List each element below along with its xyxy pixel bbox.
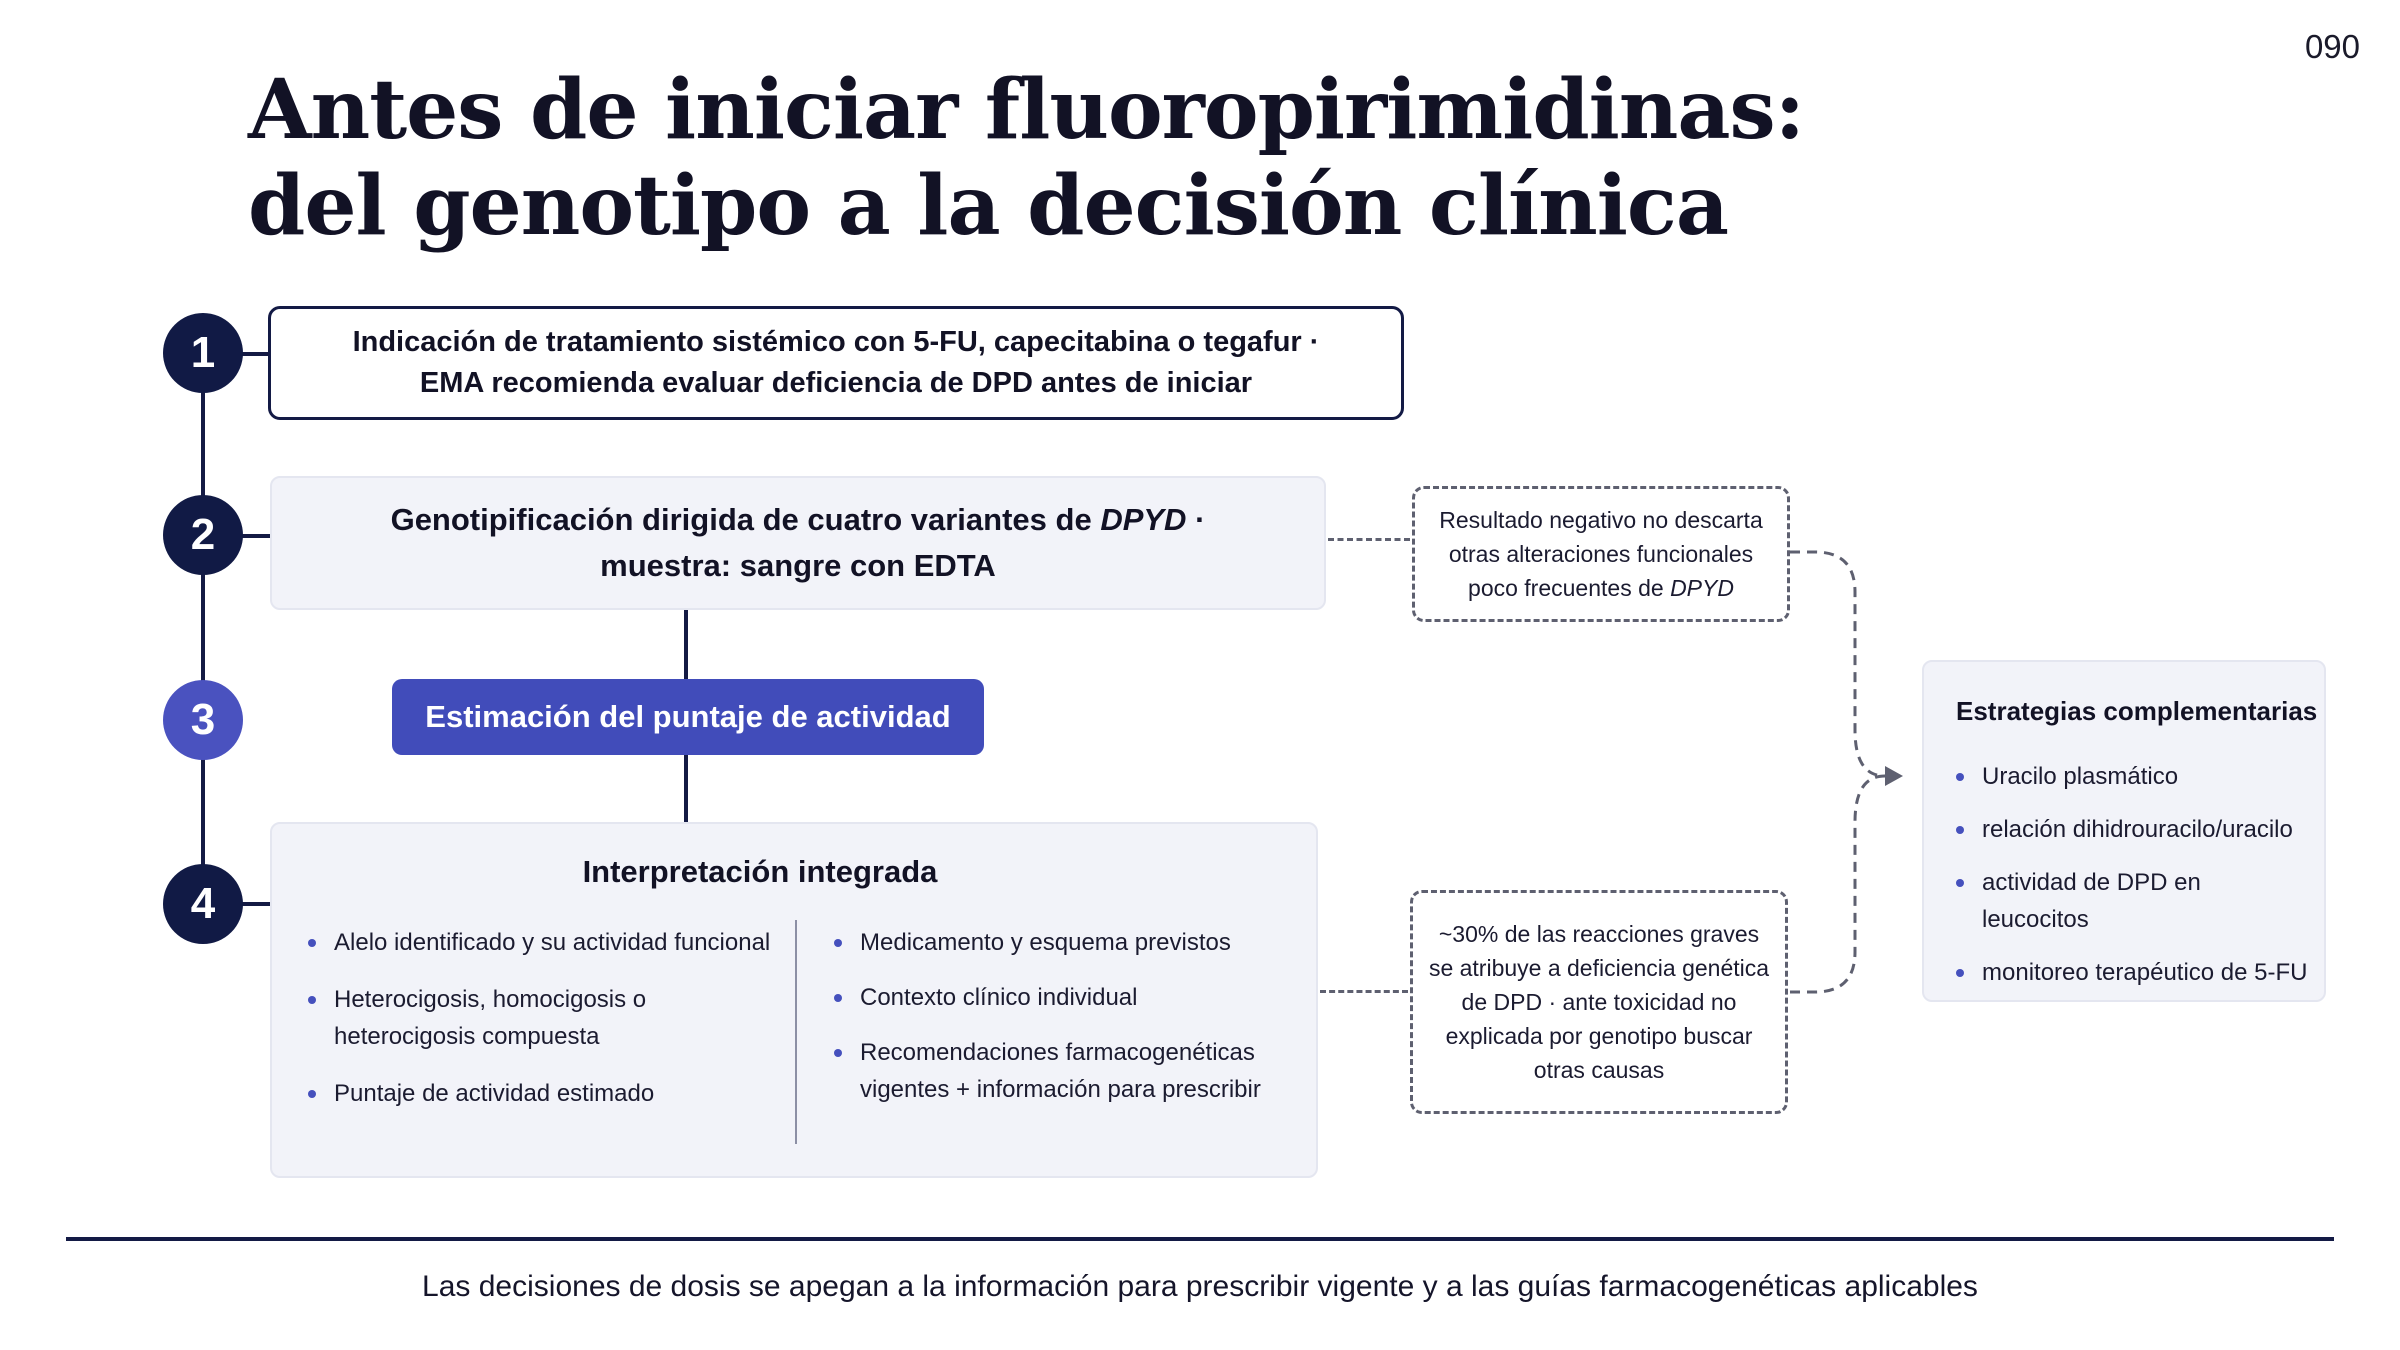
separator: ·: [1195, 502, 1206, 537]
toxicity-note: [1410, 890, 1788, 1114]
note-1-line-1: Resultado negativo no descarta: [1439, 507, 1763, 533]
list-item: Alelo identificado y su actividad funcional: [304, 924, 774, 961]
list-item: Heterocigosis, homocigosis o heterocigosis compuesta: [304, 981, 774, 1055]
step-4-connector: [240, 902, 272, 906]
list-item: Medicamento y esquema previstos: [830, 924, 1280, 961]
step-4-badge: 4: [163, 864, 243, 944]
genotyping-box: [270, 476, 1326, 610]
strategies-title: Estrategias complementarias: [1956, 696, 2318, 726]
complementary-strategies-box: [1922, 660, 2326, 1002]
list-item: Uracilo plasmático: [1952, 758, 2312, 795]
genotyping-line-1: [391, 497, 1206, 543]
footer-rule: [66, 1237, 2334, 1241]
indication-line-1: Indicación de tratamiento sistémico con 5-FU, capecitabina o tegafur ·: [352, 326, 1320, 358]
gene-name: DPYD: [1670, 575, 1734, 601]
note-2-line: otras causas: [1533, 1057, 1665, 1083]
title-line-1: Antes de iniciar fluoropirimidinas:: [248, 62, 1804, 158]
interpretation-box: [270, 822, 1318, 1178]
interpretation-left-list: [304, 924, 774, 1112]
note-2-line: explicada por genotipo buscar: [1445, 1023, 1753, 1049]
list-item: Contexto clínico individual: [830, 979, 1280, 1016]
arrowhead-icon: [1885, 766, 1903, 786]
genotyping-text: Genotipificación dirigida de cuatro variantes de: [390, 502, 1092, 537]
timeline-line: [201, 352, 205, 902]
footer-note: Las decisiones de dosis se apegan a la información para prescribir vigente y a las guías farmacogenéticas aplicables: [422, 1270, 1978, 1303]
indication-box: [268, 306, 1404, 420]
activity-score-box: Estimación del puntaje de actividad: [392, 679, 984, 755]
gene-name: DPYD: [1100, 502, 1187, 537]
notes-to-strategies-connector: [1785, 540, 1925, 1010]
negative-result-note: [1412, 486, 1790, 622]
step-3-badge: 3: [163, 680, 243, 760]
step-1-connector: [240, 352, 270, 356]
list-item: actividad de DPD en leucocitos: [1952, 864, 2312, 938]
column-divider: [795, 920, 797, 1144]
list-item: Puntaje de actividad estimado: [304, 1075, 774, 1112]
step-2-badge: 2: [163, 495, 243, 575]
list-item: Recomendaciones farmacogenéticas vigentes + información para prescribir: [830, 1034, 1280, 1108]
step-2-connector: [240, 534, 272, 538]
genotyping-line-2: muestra: sangre con EDTA: [600, 548, 996, 583]
note-2-line: se atribuye a deficiencia genética: [1428, 955, 1770, 981]
dashed-connector-note-2: [1320, 990, 1408, 993]
page-title: [248, 62, 1804, 254]
note-2-line: ~30% de las reacciones graves: [1438, 921, 1760, 947]
note-2-line: de DPD · ante toxicidad no: [1461, 989, 1737, 1015]
connector-2-3: [684, 610, 688, 679]
title-line-2: del genotipo a la decisión clínica: [248, 158, 1728, 254]
list-item: monitoreo terapéutico de 5-FU: [1952, 954, 2312, 991]
list-item: relación dihidrouracilo/uracilo: [1952, 811, 2312, 848]
connector-3-4: [684, 755, 688, 822]
step-1-badge: 1: [163, 313, 243, 393]
page-number: 090: [2304, 28, 2360, 65]
note-1-line-3: [1415, 571, 1787, 605]
note-1-line-2: otras alteraciones funcionales: [1448, 541, 1754, 567]
interpretation-right-list: [830, 924, 1280, 1108]
dashed-connector-note-1: [1328, 538, 1410, 541]
note-1-text: poco frecuentes de: [1468, 575, 1664, 601]
indication-line-2: EMA recomienda evaluar deficiencia de DPD antes de iniciar: [419, 367, 1253, 399]
interpretation-title: Interpretación integrada: [582, 854, 938, 889]
strategies-list: [1952, 758, 2312, 991]
